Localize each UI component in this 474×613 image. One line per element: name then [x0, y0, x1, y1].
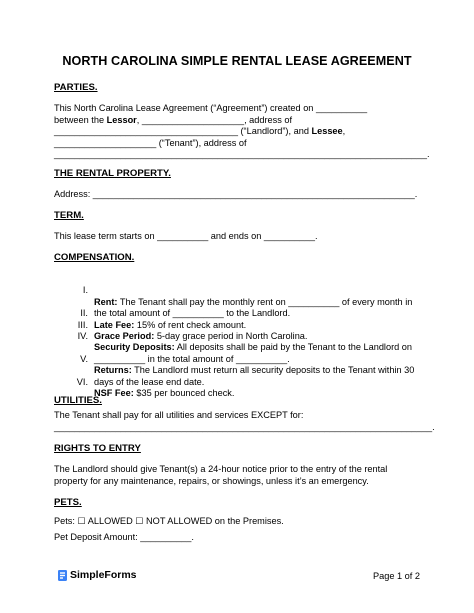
utilities-line-1: The Tenant shall pay for all utilities and services EXCEPT for:	[54, 410, 304, 420]
pets-line-1: Pets: ☐ ALLOWED ☐ NOT ALLOWED on the Premises.	[54, 516, 284, 526]
parties-line-1: This North Carolina Lease Agreement (“Agreement”) created on __________	[54, 103, 368, 113]
list-item: I. Rent: The Tenant shall pay the monthly rent on __________ of every month in the total amount of __________ to the Landlord.	[82, 285, 413, 319]
parties-line-2: between the Lessor, ____________________, address of	[54, 114, 293, 125]
compensation-list	[54, 274, 434, 398]
pets-deposit: Pet Deposit Amount: __________.	[54, 532, 194, 542]
utilities-heading: UTILITIES.	[54, 395, 102, 406]
brand-name: SimpleForms	[70, 569, 137, 581]
simpleforms-logo	[58, 569, 137, 581]
utilities-line-2: __________________________________________________________________________.	[54, 421, 435, 432]
list-item: III. Grace Period: 5-day grace period in North Carolina.	[77, 319, 308, 341]
list-item: IV. Security Deposits: All deposits shall be paid by the Tenant to the Landlord on __________ in the total amount of __________.	[77, 330, 413, 364]
parties-line-5: _________________________________________________________________________.	[54, 149, 430, 160]
entry-heading: RIGHTS TO ENTRY	[54, 443, 141, 454]
term-text: This lease term starts on __________ and ends on __________.	[54, 231, 318, 241]
entry-line-2: property for any maintenance, repairs, or showings, unless it’s an emergency.	[54, 475, 369, 486]
compensation-heading: COMPENSATION.	[54, 252, 135, 263]
pets-heading: PETS.	[54, 497, 82, 508]
parties-heading: PARTIES.	[54, 82, 98, 93]
term-heading: TERM.	[54, 210, 84, 221]
property-address: Address: _______________________________________________________________.	[54, 189, 418, 199]
list-item: V. Returns: The Landlord must return all security deposits to the Tenant within 30 days of the lease end date.	[80, 353, 415, 387]
parties-line-3: ____________________________________ (“Landlord”), and Lessee,	[54, 126, 346, 137]
document-title: NORTH CAROLINA SIMPLE RENTAL LEASE AGREEMENT	[62, 54, 412, 68]
simpleforms-logo-icon	[58, 570, 67, 581]
list-item: II. Late Fee: 15% of rent check amount.	[80, 308, 247, 330]
entry-line-1: The Landlord should give Tenant(s) a 24-hour notice prior to the entry of the rental	[54, 464, 388, 474]
property-heading: THE RENTAL PROPERTY.	[54, 168, 171, 179]
page-number: Page 1 of 2	[373, 571, 420, 581]
list-item: VI. NSF Fee: $35 per bounced check.	[76, 376, 235, 398]
parties-line-4: ____________________ (“Tenant”), address of	[54, 137, 247, 148]
